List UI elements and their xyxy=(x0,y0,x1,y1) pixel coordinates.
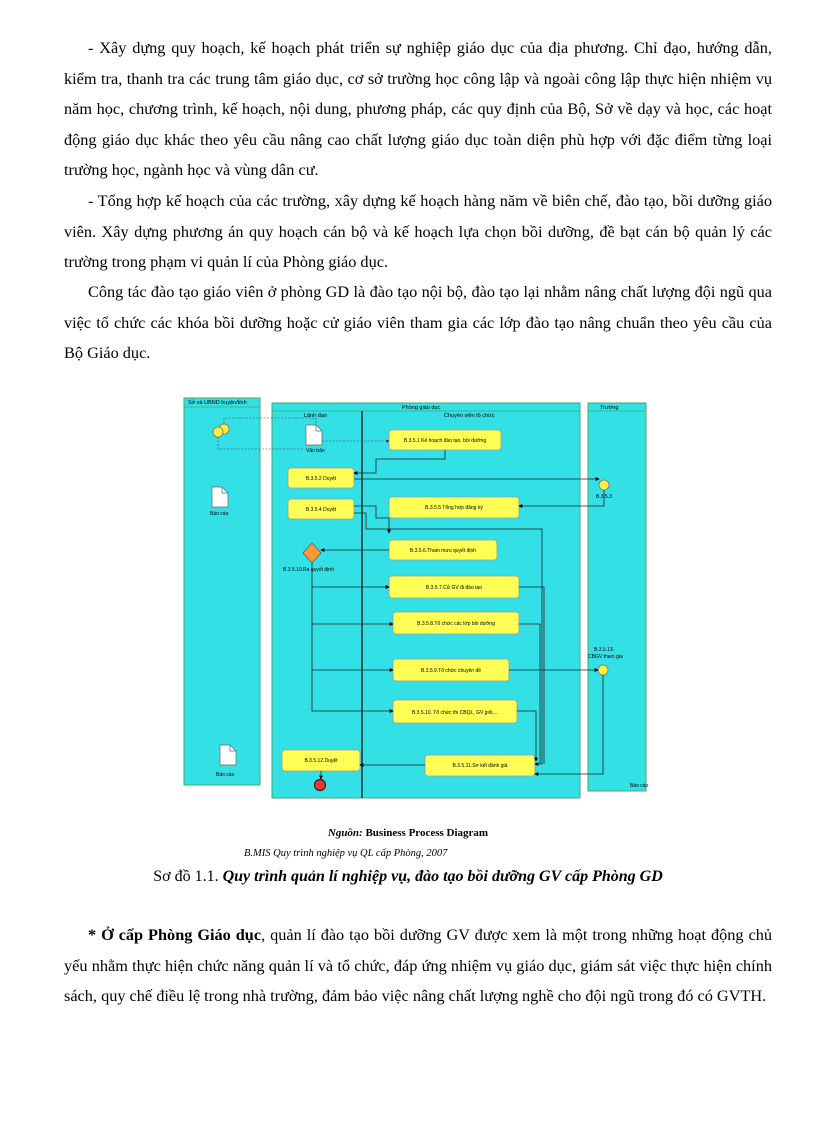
svg-text:B.3.5.7.Cử GV đi đào tạo: B.3.5.7.Cử GV đi đào tạo xyxy=(425,585,483,591)
end-event xyxy=(315,780,326,791)
paragraph-3 xyxy=(64,277,772,369)
paragraph-2-text: - Tổng hợp kế hoạch của các trường, xây dựng kế hoạch hàng năm về biên chế, đào tạo, bồi dưỡng giáo viên. Xây dựng phương án quy hoạch cán bộ và kế hoạch lựa chọn bồi dưỡng, đề bạt cán bộ quản lý các trường trong phạm vi quản lí của Phòng giáo dục. xyxy=(64,191,772,271)
paragraph-1-text: - Xây dựng quy hoạch, kế hoạch phát triển sự nghiệp giáo dục của địa phương. Chỉ đạo, hướng dẫn, kiểm tra, thanh tra các trung tâm giáo dục, cơ sở trường học công lập và ngoài công lập thực hiện nhiệm vụ năm học, chương trình, kế hoạch, nội dung, phương pháp, các quy định của Bộ, Sở về dạy và học, các hoạt động giáo dục khác theo yêu cầu nâng cao chất lượng giáo dục toàn diện phù hợp với đặc điểm từng loại trường học, ngành học và vùng dân cư. xyxy=(64,38,772,179)
event-b3513-label-2: CBGV tham gia xyxy=(588,654,623,660)
svg-text:B.3.5.10. Tổ chức thi CBQL, GV: B.3.5.10. Tổ chức thi CBQL, GV giỏi,... xyxy=(411,710,499,716)
doc-baocao-1-label: Báo cáo xyxy=(210,511,229,517)
lane-phong xyxy=(272,403,580,798)
event-b353-label: B.3.5.3 xyxy=(596,494,612,500)
event-b3513 xyxy=(598,665,608,675)
step-b3510 xyxy=(393,700,517,723)
lane-lanhdao-label: Lãnh đạo xyxy=(304,413,327,419)
paragraph-1 xyxy=(64,33,772,186)
svg-text:B.3.5.1 Kế hoạch đào tạo, bồi: B.3.5.1 Kế hoạch đào tạo, bồi dưỡng xyxy=(403,438,487,444)
business-process-diagram xyxy=(176,393,654,803)
svg-text:B.3.5.4 Duyệt: B.3.5.4 Duyệt xyxy=(305,507,337,513)
paragraph-4-heading: * Ở cấp Phòng Giáo dục xyxy=(88,925,262,944)
lane-so xyxy=(184,398,260,785)
svg-text:B.3.5.9.Tổ chức chuyên đề: B.3.5.9.Tổ chức chuyên đề xyxy=(420,668,482,674)
lane-chuyenvien-label: Chuyên viên tổ chức xyxy=(444,413,495,419)
paragraph-3-text: Công tác đào tạo giáo viên ở phòng GD là đào tạo nội bộ, đào tạo lại nhằm nâng chất lượng đội ngũ qua việc tổ chức các khóa bồi dưỡng hoặc cử giáo viên tham gia các lớp đào tạo nâng chuẩn theo yêu cầu của Bộ Giáo dục. xyxy=(64,282,772,362)
lane-so-label: Sở và UBND huyện/tỉnh xyxy=(188,400,247,406)
svg-text:B.3.5.2 Duyệt: B.3.5.2 Duyệt xyxy=(305,476,337,482)
caption-reference: B.MIS Quy trình nghiệp vụ QL cấp Phòng, 2007 xyxy=(244,848,448,859)
figure-caption xyxy=(0,868,816,886)
lane-truong-label: Trường xyxy=(600,405,619,411)
step-b351 xyxy=(389,430,501,450)
doc-baocao-2-label: Báo cáo xyxy=(216,772,235,778)
event-b3513-label-1: B.3.5.13. xyxy=(594,647,615,653)
step-b358 xyxy=(393,612,519,634)
svg-text:B.3.5.11.Sơ kết đánh giá: B.3.5.11.Sơ kết đánh giá xyxy=(452,763,508,769)
step-b359 xyxy=(393,659,509,681)
step-b354 xyxy=(288,499,354,519)
figure-caption-label: Sơ đồ 1.1. xyxy=(153,868,223,885)
step-b357 xyxy=(389,576,519,598)
doc-vanban-label: Văn bản xyxy=(306,448,325,454)
step-b356 xyxy=(389,540,497,560)
paragraph-4 xyxy=(64,920,772,1012)
step-b3512 xyxy=(282,750,360,771)
svg-text:B.3.5.8.Tổ chức các lớp bồi dư: B.3.5.8.Tổ chức các lớp bồi dưỡng xyxy=(417,621,495,627)
caption-source-text: Business Process Diagram xyxy=(362,827,489,839)
svg-text:B.3.5.5 Tổng hợp đăng ký: B.3.5.5 Tổng hợp đăng ký xyxy=(425,505,483,511)
lane-phong-label: Phòng giáo dục xyxy=(402,405,441,411)
step-b355 xyxy=(389,497,519,518)
caption-source xyxy=(0,827,816,839)
paragraph-4-text: , quản lí đào tạo bồi dưỡng GV được xem là một trong những hoạt động chủ yếu nhằm thực hiện chức năng quản lí và tổ chức, đáp ứng nhiệm vụ giáo dục, giám sát việc thực hiện chính sách, quy chế điều lệ trong nhà trường, đảm bảo việc nâng chất lượng nghề cho đội ngũ trong đó có GVTH. xyxy=(64,925,772,1005)
paragraph-2 xyxy=(64,186,772,278)
event-b3510-label: B.3.5.10.Ra quyết định xyxy=(283,567,334,573)
lane-truong xyxy=(588,403,646,791)
figure-caption-title: Quy trình quản lí nghiệp vụ, đào tạo bồi dưỡng GV cấp Phòng GD xyxy=(222,868,663,885)
step-b352 xyxy=(288,468,354,488)
caption-source-label: Nguồn: xyxy=(327,827,363,839)
doc-baocao-3-label: Báo cáo xyxy=(630,783,649,789)
svg-text:B.3.5.12.Duyệt: B.3.5.12.Duyệt xyxy=(304,758,338,764)
step-b3511 xyxy=(425,755,535,776)
svg-text:B.3.5.6.Tham mưu quyết định: B.3.5.6.Tham mưu quyết định xyxy=(409,548,477,554)
event-b353 xyxy=(599,480,609,490)
